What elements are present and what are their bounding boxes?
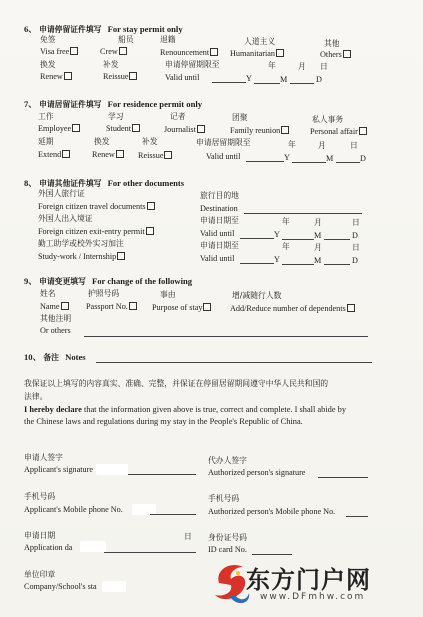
s8-c-day-field[interactable] bbox=[324, 264, 350, 265]
s6-humanitarian-cn: 人道主义 bbox=[244, 37, 276, 46]
s6-year-field[interactable] bbox=[212, 82, 246, 83]
s7-student-option[interactable]: Student bbox=[106, 124, 140, 134]
checkbox[interactable] bbox=[147, 202, 155, 210]
s7-journalist-option[interactable]: Journalist bbox=[164, 125, 205, 135]
s7-journalist-cn: 记者 bbox=[170, 112, 186, 121]
application-date-label: Application da bbox=[24, 543, 73, 552]
s8-b-m: M bbox=[314, 231, 322, 240]
applicant-phone-label: Applicant's Mobile phone No. bbox=[24, 505, 123, 514]
agent-signature-label: Authorized person's signature bbox=[208, 468, 306, 477]
s9-or-others-label: Or others bbox=[40, 326, 71, 335]
s6-stay-until-cn: 申请停留期限至 bbox=[165, 60, 220, 69]
s6-day-field[interactable] bbox=[290, 83, 314, 84]
section-6-header bbox=[24, 24, 183, 35]
s9-dependents-option[interactable]: Add/Reduce number of dependents bbox=[230, 304, 355, 314]
s7-personal-option[interactable]: Personal affair bbox=[310, 127, 367, 137]
checkbox[interactable] bbox=[116, 150, 124, 158]
s8-destination-field[interactable] bbox=[244, 213, 362, 214]
s6-renew-cn: 换发 bbox=[40, 60, 56, 69]
checkbox[interactable] bbox=[132, 124, 140, 132]
s6-renouncement-cn: 退籍 bbox=[160, 35, 176, 44]
s8-b-month-field[interactable] bbox=[282, 239, 314, 240]
checkbox[interactable] bbox=[210, 48, 218, 56]
checkbox[interactable] bbox=[129, 302, 137, 310]
applicant-signature-field[interactable] bbox=[128, 474, 196, 475]
application-date-cn: 申请日期 bbox=[24, 531, 56, 540]
s7-reissue-cn: 补发 bbox=[142, 137, 158, 146]
s7-residence-until-cn: 申请居留期限至 bbox=[196, 138, 251, 147]
s6-crew-cn: 船员 bbox=[118, 35, 134, 44]
declaration-cn-line2: 法律。 bbox=[24, 392, 48, 401]
id-card-cn: 身份证号码 bbox=[208, 533, 247, 542]
s6-year-cn: 年 bbox=[268, 61, 276, 70]
application-date-day: 日 bbox=[184, 532, 192, 541]
checkbox[interactable] bbox=[164, 151, 172, 159]
s8-b-d: D bbox=[352, 231, 358, 240]
s6-renouncement-option[interactable]: Renouncement bbox=[160, 48, 218, 58]
s6-others-cn: 其他 bbox=[324, 39, 340, 48]
s8-b-day-field[interactable] bbox=[324, 239, 350, 240]
s8-b-year-field[interactable] bbox=[240, 238, 274, 239]
checkbox[interactable] bbox=[146, 227, 154, 235]
s8-c-d: D bbox=[352, 256, 358, 265]
s8-destination-label: Destination bbox=[200, 204, 238, 213]
s7-month-cn: 月 bbox=[318, 141, 326, 150]
s7-d: D bbox=[360, 154, 366, 163]
checkbox[interactable] bbox=[117, 252, 125, 260]
s7-employee-cn: 工作 bbox=[38, 112, 54, 121]
watermark-site-url: www.DFmhw.com bbox=[260, 592, 366, 602]
applicant-phone-cn: 手机号码 bbox=[24, 492, 56, 501]
declaration-en-line1: I hereby declare that the information given above is true, correct and complete. I shall abide by bbox=[24, 405, 347, 414]
s7-personal-cn: 私人事务 bbox=[312, 115, 344, 124]
redacted-area bbox=[102, 581, 126, 592]
s8-b-y: Y bbox=[274, 230, 280, 239]
s7-renew-cn: 换发 bbox=[94, 137, 110, 146]
s6-humanitarian-option[interactable]: Humanitarian bbox=[230, 49, 284, 59]
s8-b-month-cn: 月 bbox=[314, 218, 322, 227]
s7-day-field[interactable] bbox=[336, 162, 360, 163]
checkbox[interactable] bbox=[72, 124, 80, 132]
redacted-area bbox=[80, 541, 106, 552]
s9-passport-option[interactable]: Passport No. bbox=[86, 302, 137, 312]
checkbox[interactable] bbox=[197, 125, 205, 133]
checkbox[interactable] bbox=[62, 150, 70, 158]
s7-reissue-option[interactable]: Reissue bbox=[138, 151, 172, 161]
checkbox[interactable] bbox=[70, 47, 78, 55]
checkbox[interactable] bbox=[203, 303, 211, 311]
s7-m: M bbox=[326, 154, 334, 163]
redacted-area bbox=[96, 464, 128, 475]
s8-travel-doc-cn: 外国人旅行证 bbox=[38, 189, 85, 198]
s8-b-valid-until: Valid until bbox=[200, 229, 235, 238]
s9-name-option[interactable]: Name bbox=[40, 302, 69, 312]
application-date-field[interactable] bbox=[104, 552, 196, 553]
s8-b-day-cn: 日 bbox=[352, 218, 360, 227]
checkbox[interactable] bbox=[61, 302, 69, 310]
s6-reissue-option[interactable]: Reissue bbox=[103, 72, 137, 82]
s8-c-m: M bbox=[314, 256, 322, 265]
checkbox[interactable] bbox=[129, 72, 137, 80]
s7-extend-cn: 延期 bbox=[38, 137, 54, 146]
section-9-header: 9、 申请变更填写 For change of the following bbox=[24, 276, 193, 286]
checkbox[interactable] bbox=[119, 47, 127, 55]
s6-crew-option[interactable]: Crew bbox=[100, 47, 127, 57]
s6-month-cn: 月 bbox=[298, 62, 306, 71]
s8-c-month-field[interactable] bbox=[282, 264, 314, 265]
s7-renew-option[interactable]: Renew bbox=[92, 150, 124, 160]
s7-valid-until-label: Valid until bbox=[206, 152, 241, 161]
s7-family-option[interactable]: Family reunion bbox=[230, 126, 289, 136]
s8-c-day-cn: 日 bbox=[352, 243, 360, 252]
s6-reissue-cn: 补发 bbox=[103, 60, 119, 69]
s6-day-cn: 日 bbox=[320, 62, 328, 71]
section-7-header: 7、 申请居留证件填写 For residence permit only bbox=[24, 99, 203, 109]
s6-visa-free-cn: 免签 bbox=[40, 35, 56, 44]
section-10-header: 10、 备注 Notes bbox=[24, 352, 86, 362]
s8-destination-cn: 旅行目的地 bbox=[200, 191, 239, 200]
section-title-cn: 申请停留证件填写 bbox=[39, 25, 102, 34]
s8-c-y: Y bbox=[274, 255, 280, 264]
s7-employee-option[interactable]: Employee bbox=[38, 124, 80, 134]
applicant-phone-field[interactable] bbox=[150, 514, 196, 515]
s8-c-month-cn: 月 bbox=[314, 243, 322, 252]
s9-other-cn: 其他注明 bbox=[40, 314, 72, 323]
checkbox[interactable] bbox=[281, 126, 289, 134]
checkbox[interactable] bbox=[343, 50, 351, 58]
s8-c-year-field[interactable] bbox=[240, 263, 274, 264]
s7-extend-option[interactable]: Extend bbox=[38, 150, 70, 160]
agent-phone-cn: 手机号码 bbox=[208, 494, 240, 503]
section-number: 6、 bbox=[24, 24, 37, 34]
s9-purpose-option[interactable]: Purpose of stay bbox=[152, 303, 211, 313]
section-title-en: For stay permit only bbox=[107, 24, 183, 34]
s7-month-field[interactable] bbox=[292, 162, 326, 163]
s7-y: Y bbox=[284, 153, 290, 162]
s9-passport-cn: 护照号码 bbox=[88, 289, 120, 298]
s6-d: D bbox=[316, 75, 322, 84]
s6-renew-option[interactable]: Renew bbox=[40, 72, 72, 82]
s8-b-until-cn: 申请日期至 bbox=[200, 216, 239, 225]
seal-cn: 单位印章 bbox=[24, 570, 56, 579]
s6-valid-until-label: Valid until bbox=[165, 73, 200, 82]
s8-study-work-cn: 勤工助学或校外实习加注 bbox=[38, 239, 124, 248]
s8-b-year-cn: 年 bbox=[282, 217, 290, 226]
s8-exit-entry-option[interactable]: Foreign citizen exit-entry permit bbox=[38, 227, 154, 237]
s6-visa-free-option[interactable]: Visa free bbox=[40, 47, 78, 57]
applicant-signature-label: Applicant's signature bbox=[24, 465, 94, 474]
s9-name-cn: 姓名 bbox=[40, 289, 56, 298]
s6-y: Y bbox=[246, 74, 252, 83]
checkbox[interactable] bbox=[276, 49, 284, 57]
s8-c-year-cn: 年 bbox=[282, 242, 290, 251]
s6-others-option[interactable]: Others bbox=[320, 50, 351, 60]
notes-field[interactable] bbox=[96, 362, 372, 363]
agent-phone-field[interactable] bbox=[346, 516, 368, 517]
seal-label: Company/School's sta bbox=[24, 582, 97, 591]
s9-purpose-cn: 事由 bbox=[160, 290, 176, 299]
declaration-cn-line1: 我保证以上填写的内容真实、准确、完整，并保证在停留居留期间遵守中华人民共和国的 bbox=[24, 379, 329, 388]
s7-year-cn: 年 bbox=[288, 140, 296, 149]
s8-c-valid-until: Valid until bbox=[200, 254, 235, 263]
section-8-header: 8、 申请其他证件填写 For other documents bbox=[24, 178, 185, 188]
s6-m: M bbox=[280, 75, 288, 84]
s8-exit-entry-cn: 外国人出入境证 bbox=[38, 214, 93, 223]
checkbox[interactable] bbox=[347, 304, 355, 312]
checkbox[interactable] bbox=[359, 127, 367, 135]
checkbox[interactable] bbox=[64, 72, 72, 80]
applicant-signature-cn: 申请人签字 bbox=[24, 453, 63, 462]
s9-dependents-cn: 增/减随行人数 bbox=[232, 291, 282, 300]
s7-year-field[interactable] bbox=[246, 161, 284, 162]
s8-travel-doc-option[interactable]: Foreign citizen travel documents bbox=[38, 202, 155, 212]
declaration-en-line2: the Chinese laws and regulations during my stay in the People's Republic of China. bbox=[24, 417, 303, 426]
s8-study-work-option[interactable]: Study-work / Internship bbox=[38, 252, 125, 262]
s9-or-others-field[interactable] bbox=[84, 336, 368, 337]
s8-c-until-cn: 申请日期至 bbox=[200, 241, 239, 250]
id-card-label: ID card No. bbox=[208, 545, 247, 554]
agent-phone-label: Authorized person's Mobile phone No. bbox=[208, 507, 336, 516]
s7-family-cn: 团聚 bbox=[232, 113, 248, 122]
s6-month-field[interactable] bbox=[254, 83, 280, 84]
agent-signature-cn: 代办人签字 bbox=[208, 456, 247, 465]
s7-student-cn: 学习 bbox=[108, 112, 124, 121]
watermark-site-name: 东方门户网 bbox=[246, 566, 371, 594]
s7-day-cn: 日 bbox=[350, 141, 358, 150]
agent-signature-field[interactable] bbox=[318, 477, 368, 478]
